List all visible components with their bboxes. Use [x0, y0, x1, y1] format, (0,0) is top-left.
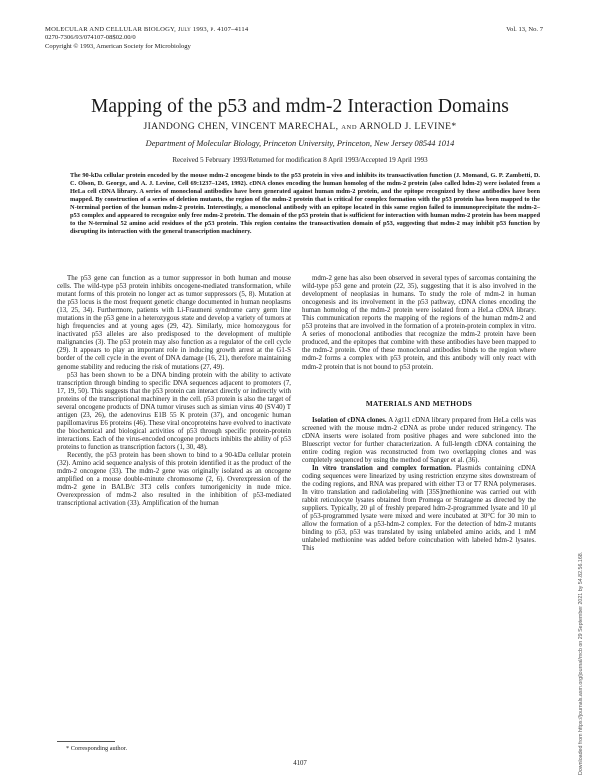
- received-dates: Received 5 February 1993/Returned for modification 8 April 1993/Accepted 19 April 1993: [172, 156, 428, 164]
- copyright-line: Copyright © 1993, American Society for Microbiology: [45, 42, 191, 50]
- section-heading-methods: MATERIALS AND METHODS: [365, 398, 473, 408]
- download-watermark-text: Downloaded from https://journals.asm.org/journal/mcb on 29 September 2021 by 54.82.56.168.: [578, 551, 584, 775]
- abstract: The 90-kDa cellular protein encoded by the mouse mdm-2 oncogene binds to the p53 protein in vivo and inhibits its transactivation function (J. Momand, G. P. Zambetti, D. C. Olson, D. George, and A. J. Levine, Cell 69:1237–1245, 1992). cDNA clones encoding the human homolog of the mdm-2 protein (also called hdm-2) were isolated from a HeLa cell cDNA library. A series of monoclonal antibodies have been generated against human mdm-2 protein, and the epitope recognized by these antibodies have been mapped. By construction of a series of deletion mutants, the region of the mdm-2 protein that is critical for complex formation with the p53 protein has been mapped to the N-terminal portion of the human mdm-2 protein. Interestingly, a monoclonal antibody with an epitope located in this same region failed to immunoprecipitate the mdm-2–p53 complex and appeared to recognize only free mdm-2 protein. The domain of the p53 protein that is sufficient for interaction with human mdm-2 protein has been mapped to the N-terminal 52 amino acid residues of the p53 protein. This region contains the transactivation domain of p53, suggesting that mdm-2 may inhibit p53 function by disrupting its interaction with the general transcription machinery.: [70, 172, 540, 236]
- author-list: [45, 121, 555, 132]
- article-title: Mapping of the p53 and mdm-2 Interaction Domains: [90, 96, 509, 117]
- methods-subhead-cdna: Isolation of cDNA clones.: [312, 416, 387, 424]
- affiliation: Department of Molecular Biology, Princeton University, Princeton, New Jersey 08544 1014: [145, 139, 455, 148]
- authors-last: ARNOLD J. LEVINE*: [359, 121, 457, 132]
- issn-line: 0270-7306/93/074107-08$02.00/0: [45, 34, 136, 42]
- footnote-corresponding-author: * Corresponding author.: [66, 745, 128, 752]
- journal-header: [45, 26, 248, 51]
- intro-paragraph-2: p53 has been shown to be a DNA binding protein with the ability to activate transcription through binding to specific DNA sequences adjacent to promoters (7, 17, 19, 50). This suggests that the p53 protein can interact directly or indirectly with proteins of the transcriptional machinery in the cell. p53 protein is also the target of several oncogene products of DNA tumor viruses such as simian virus 40 (SV40) T antigen (23, 26), the adenovirus E1B 55 K protein (37), and oncogenic human papillomavirus E6 proteins (46). These viral oncoproteins have evolved to inactivate the biochemical and biological activities of p53 through specific protein-protein interactions. Each of the virus-encoded oncogene products inhibits the ability of p53 proteins to function as transcription factors (1, 30, 48).: [57, 371, 291, 451]
- authors-first: JIANDONG CHEN, VINCENT MARECHAL,: [143, 121, 339, 132]
- journal-citation: MOLECULAR AND CELLULAR BIOLOGY, July 1993, p. 4107–4114: [45, 26, 249, 33]
- methods-text-translation: Plasmids containing cDNA coding sequences were linearized by using restriction enzyme sites downstream of the coding regions, and RNA was prepared with either T3 or T7 RNA polymerases. In vitro translation and radiolabeling with [35S]methionine was carried out with rabbit reticulocyte lysates obtained from Promega or Stratagene as directed by the suppliers. Typically, 20 μl of freshly prepared hdm-2-programmed lysate and 10 μl of p53-programmed lysate were mixed and were incubated at 30°C for 30 min to allow the formation of a p53-hdm-2 complex. For the detection of hdm-2 mutants binding to p53, p53 was translated by using unlabeled amino acids, and 1 mM unlabeled methionine was added before coincubation with labeled hdm-2 lysates. This: [302, 464, 536, 553]
- footnote-rule: [57, 741, 115, 742]
- body-column-left: [57, 275, 291, 508]
- methods-paragraph-translation: [302, 465, 536, 554]
- authors-and: AND: [341, 124, 358, 131]
- methods-text-cdna: A λgt11 cDNA library prepared from HeLa cells was screened with the mouse mdm-2 cDNA as probe under reduced stringency. The cDNA inserts were isolated from positive phages and were subcloned into the Bluescript vector for further characterization. A full-length cDNA containing the entire coding region was reconstructed from two overlapping clones and was completely sequenced by using the method of Sanger et al. (36).: [302, 416, 537, 464]
- intro-paragraph-1: The p53 gene can function as a tumor suppressor in both human and mouse cells. The wild-type p53 protein inhibits oncogene-mediated transformation, while mutant forms of this protein no longer act as tumor suppressors (5, 8). Mutation at the p53 locus is the most frequent genetic change documented in human neoplasms (13, 25, 34). Furthermore, patients with Li-Fraumeni syndrome carry germ line mutations in the p53 gene in a heterozygous state and develop a variety of tumors at high frequencies and at young ages (29, 42). Similarly, mice homozygous for inactivated p53 alleles are also predisposed to the development of multiple malignancies (3). The p53 protein may also function as a regulator of the cell cycle (29). It appears to play an important role in inducing growth arrest at the G1-S border of the cell cycle in the event of DNA damage (16, 21), therefore maintaining genome stability and reducing the risk of mutations (27, 49).: [57, 275, 291, 371]
- download-watermark: [578, 385, 588, 775]
- methods-paragraph-cdna: [302, 417, 536, 465]
- body-column-right: [302, 275, 536, 553]
- intro-paragraph-3: Recently, the p53 protein has been shown to bind to a 90-kDa cellular protein (32). Amino acid sequence analysis of this protein identified it as the product of the mdm-2 oncogene (33). The mdm-2 gene was originally isolated as an oncogene amplified on a mouse double-minute chromosome (2, 6). Overexpression of the mdm-2 gene in BALB/c 3T3 cells confers tumorigenicity in nude mice. Overexpression of mdm-2 also resulted in the inhibition of p53-mediated transcriptional activation (33). Amplification of the human: [57, 452, 291, 508]
- intro-paragraph-4: mdm-2 gene has also been observed in several types of sarcomas containing the wild-type p53 gene and protein (22, 35), suggesting that it is also involved in the development of neoplasias in humans. To study the role of mdm-2 in human oncogenesis and its involvement in the p53 pathway, cDNA clones encoding the human homolog of the mdm-2 protein were isolated from a HeLa cDNA library. This communication reports the mapping of the regions of the human mdm-2 and p53 proteins that are involved in the formation of a protein-protein complex in vitro. A series of monoclonal antibodies that recognize the mdm-2 protein have been produced, and the epitopes that combine with these antibodies have been mapped to the mdm-2 protein. One of these monoclonal antibodies binds to the region where mdm-2 forms a complex with p53 protein, and this antibody will only react with mdm-2 protein that is not bound to p53 protein.: [302, 275, 536, 371]
- volume-issue: Vol. 13, No. 7: [506, 26, 543, 33]
- page-number: 4107: [293, 760, 307, 767]
- methods-subhead-translation: In vitro translation and complex formation.: [312, 464, 452, 472]
